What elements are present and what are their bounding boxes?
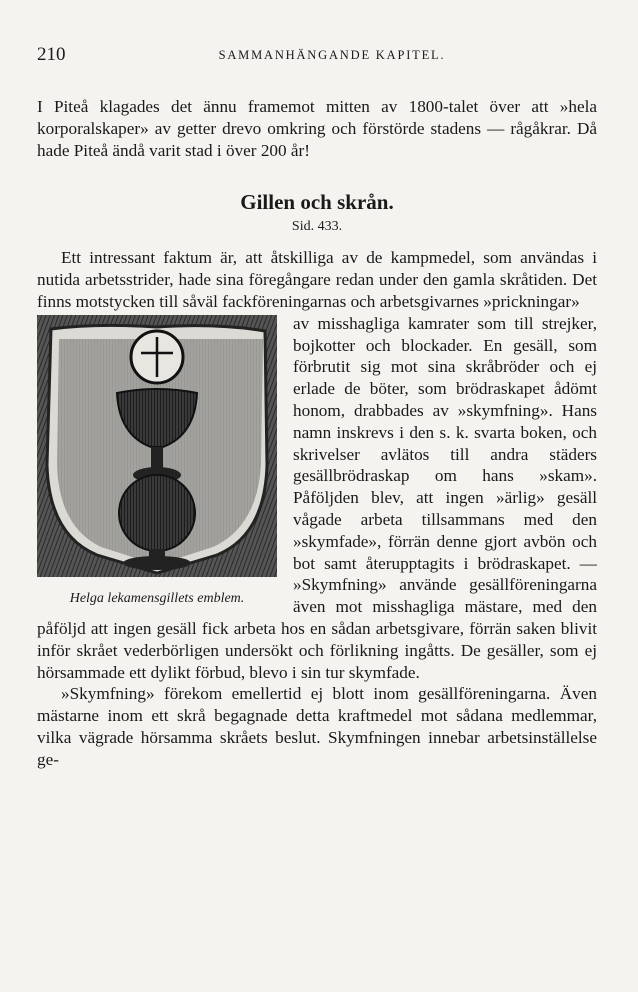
figure-caption: Helga lekamensgillets emblem. (69, 590, 245, 606)
chalice-emblem-icon (37, 315, 277, 577)
paragraph-2: »Skymfning» förekom emellertid ej blott inom gesällföreningarna. Även mästarne inom ett skrå begagnade detta kraftmedel mot sådana medlemmar, vilka vägrade hörsamma skråets beslut. Skymfningen innebar arbetsinställelse ge- (37, 684, 597, 769)
book-page (37, 40, 597, 771)
running-title: SAMMANHÄNGANDE KAPITEL. (218, 48, 446, 62)
section-reference: Sid. 433. (291, 219, 343, 235)
paragraph-1-lead: Ett intressant faktum är, att åtskilliga av de kampmedel, som användas i nutida arbetsstrider, hade sina föregångare redan under den gamla skråtiden. Det finns motstycken till såväl fackföreningarnas och arbetsgivarnes »prickningar» (37, 248, 597, 311)
page-number: 210 (37, 44, 66, 65)
paragraph-1-wrap: av misshagliga kamrater som till strejker, bojkotter och blockader. En gesäll, som förbrutit sig mot sina skråbröder och ej erlade de böter, som brödraskapet ådömt honom, drabbades av »skymfning». Hans namn inskrevs i den s. k. svarta boken, och skrivelser avlätos till andra städers gesällbrödraskap om hans »skam». Påföljden blev, att ingen »ärlig» gesäll vågade arbeta tillsammans med den »skymfade», förrän denne gjort avbön och bot samt återupptagits i brödraskapet. — »Skymfning» använde gesällföreningarna även mot misshagliga mästare, med den påföljd att ingen gesäll fick arbeta hos en sådan arbetsgivare, förrän saken blivit inför skrået vederbörligen undersökt och förlikning ingåtts. De gesäller, som ej hörsammade ett dylikt förbud, blevo i sin tur skymfade. (37, 313, 597, 682)
figure-wrap-block (37, 313, 597, 684)
running-head (37, 40, 597, 66)
figure (37, 315, 277, 607)
section-heading: Gillen och skrån. (240, 190, 394, 215)
intro-paragraph: I Piteå klagades det ännu framemot mitten av 1800-talet över att »hela korporalskaper» av getter drevo omkring och förstörde stadens — rågåkrar. Då hade Piteå ändå varit stad i över 200 år! (37, 97, 597, 160)
